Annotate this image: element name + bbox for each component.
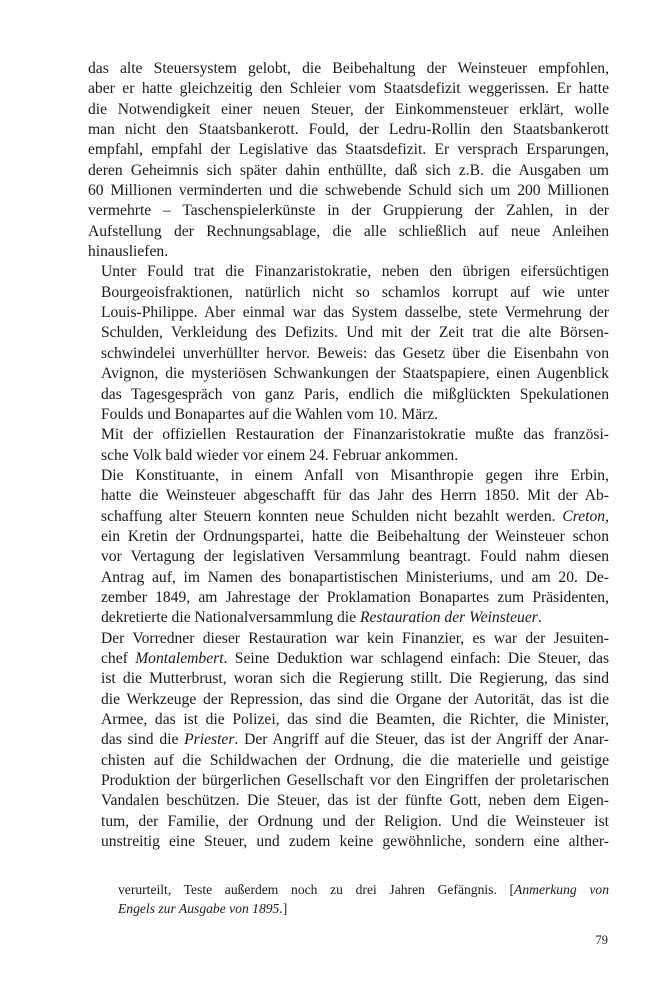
text-line: deren Geheimnis sich später dahin enthüllte, daß sich z.B. die Ausgaben um bbox=[88, 161, 609, 179]
text-line: hatte die Weinsteuer abgeschafft für das Jahr des Herrn 1850. Mit der Ab- bbox=[101, 487, 609, 505]
text-segment: . Seine Deduktion war schlagend einfach: Die Steuer, das bbox=[223, 649, 610, 667]
text-line-with-italic bbox=[88, 730, 609, 750]
text-line-with-italic bbox=[88, 507, 609, 527]
main-text-block bbox=[88, 59, 609, 852]
text-line: Louis-Philippe. Aber einmal war das System dasselbe, stete Vermehrung der bbox=[101, 304, 609, 322]
text-line: zember 1849, am Jahrestage der Proklamation Bonapartes zum Präsidenten, bbox=[101, 588, 609, 606]
text-line: schwindelei unverhüllter hervor. Beweis: das Gesetz über die Eisenbahn von bbox=[101, 344, 609, 362]
footnote-italic: Anmerkung von bbox=[514, 882, 609, 897]
text-line: Vandalen beschützen. Die Steuer, das ist der fünfte Gott, neben dem Eigen- bbox=[101, 792, 609, 810]
italic-name-creton: Creton bbox=[562, 507, 606, 525]
footnote-text: ] bbox=[282, 901, 288, 916]
text-line: vor Vertagung der legislativen Versammlung beantragt. Fould nahm diesen bbox=[101, 548, 609, 566]
footnote-line bbox=[118, 899, 609, 918]
text-line: tum, der Familie, der Ordnung und der Religion. Und die Weinsteuer ist bbox=[101, 812, 609, 830]
text-line: Aufstellung der Rechnungsablage, die alle schließlich auf neue Anleihen bbox=[88, 222, 609, 240]
italic-name-montalembert: Montalembert bbox=[135, 649, 224, 667]
text-line: Armee, das ist die Polizei, das sind die Beamten, die Richter, die Minister, bbox=[101, 711, 609, 728]
text-line: die Werkzeuge der Repression, das sind die Organe der Autorität, das ist die bbox=[101, 690, 609, 708]
text-segment: das sind die bbox=[101, 731, 185, 749]
text-line-with-italic bbox=[88, 608, 609, 628]
text-line: Bourgeoisfraktionen, natürlich nicht so schamlos korrupt auf wie unter bbox=[101, 283, 609, 301]
paragraph-2 bbox=[88, 262, 609, 425]
text-line: unstreitig eine Steuer, und zudem keine gewöhnliche, sondern eine alther- bbox=[101, 833, 609, 851]
footnote-italic: Engels zur Ausgabe von 1895. bbox=[118, 901, 283, 916]
text-segment: chef bbox=[101, 649, 136, 667]
text-line: die Notwendigkeit einer neuen Steuer, der Einkommensteuer erklärt, wolle bbox=[88, 100, 609, 118]
text-line: Avignon, die mysteriösen Schwankungen der Staatspapiere, einen Augenblick bbox=[101, 365, 609, 383]
paragraph-1 bbox=[88, 59, 609, 262]
footnote-line bbox=[118, 880, 609, 899]
text-segment: . bbox=[537, 609, 542, 627]
text-segment: dekretierte die Nationalversammlung die bbox=[101, 609, 360, 627]
paragraph-3 bbox=[88, 425, 609, 466]
text-line: ist die Mutterbrust, woran sich die Regierung stillt. Die Regierung, das sind bbox=[101, 670, 609, 688]
text-line: 60 Millionen verminderten und die schwebende Schuld sich um 200 Millionen bbox=[88, 182, 609, 200]
text-line: chisten auf die Schildwachen der Ordnung, die die materielle und geistige bbox=[101, 751, 609, 769]
text-segment: , bbox=[605, 507, 609, 525]
text-line: sche Volk bald wieder vor einem 24. Februar ankommen. bbox=[101, 446, 459, 464]
text-line: aber er hatte gleichzeitig den Schleier vom Staatsdefizit weggerissen. Er hatte bbox=[88, 80, 609, 98]
italic-phrase-restauration: Restauration der Weinsteuer bbox=[359, 609, 538, 627]
text-line: Produktion der bürgerlichen Gesellschaft vor den Eingriffen der proletarischen bbox=[101, 772, 609, 790]
text-line: Mit der offiziellen Restauration der Finanzaristokratie mußte das französi- bbox=[101, 426, 609, 444]
text-line: ein Kretin der Ordnungspartei, hatte die Beibehaltung der Weinsteuer schon bbox=[101, 527, 609, 545]
text-line: Der Vorredner dieser Restauration war kein Finanzier, es war der Jesuiten- bbox=[101, 629, 609, 647]
text-line: vermehrte – Taschenspielerkünste in der Gruppierung der Zahlen, in der bbox=[88, 202, 609, 220]
text-line: Die Konstituante, in einem Anfall von Misanthropie gegen ihre Erbin, bbox=[101, 466, 609, 484]
text-line: das alte Steuersystem gelobt, die Beibehaltung der Weinsteuer empfohlen, bbox=[88, 60, 609, 77]
text-line: hinausliefen. bbox=[88, 243, 169, 261]
italic-word-priester: Priester bbox=[184, 731, 235, 749]
text-line: Unter Fould trat die Finanzaristokratie, neben den übrigen eifersüchtigen bbox=[101, 263, 609, 281]
page-number: 79 bbox=[595, 933, 608, 947]
text-line: Antrag auf, im Namen des bonapartistischen Ministeriums, und am 20. De- bbox=[101, 568, 609, 586]
text-line: empfahl, empfahl der Legislative das Staatsdefizit. Er versprach Ersparungen, bbox=[88, 141, 609, 159]
text-line: Foulds und Bonapartes auf die Wahlen vom 10. März. bbox=[101, 405, 439, 423]
paragraph-5 bbox=[88, 629, 609, 853]
text-segment: . Der Angriff auf die Steuer, das ist der Angriff der Anar- bbox=[234, 731, 610, 749]
text-line: das Tagesgespräch von ganz Paris, endlich die mißglückten Spekulationen bbox=[101, 385, 609, 403]
text-line: man nicht den Staatsbankerott. Fould, der Ledru-Rollin den Staatsbankerott bbox=[88, 121, 609, 139]
footnote-text: verurteilt, Teste außerdem noch zu drei Jahren Gefängnis. [ bbox=[118, 882, 515, 897]
text-line: Schulden, Verkleidung des Defizits. Und mit der Zeit trat die alte Börsen- bbox=[101, 324, 609, 342]
text-segment: schaffung alter Steuern konnten neue Schulden nicht bezahlt werden. bbox=[101, 507, 563, 525]
footnote bbox=[118, 880, 609, 918]
text-line-with-italic bbox=[88, 649, 609, 669]
paragraph-4 bbox=[88, 466, 609, 629]
